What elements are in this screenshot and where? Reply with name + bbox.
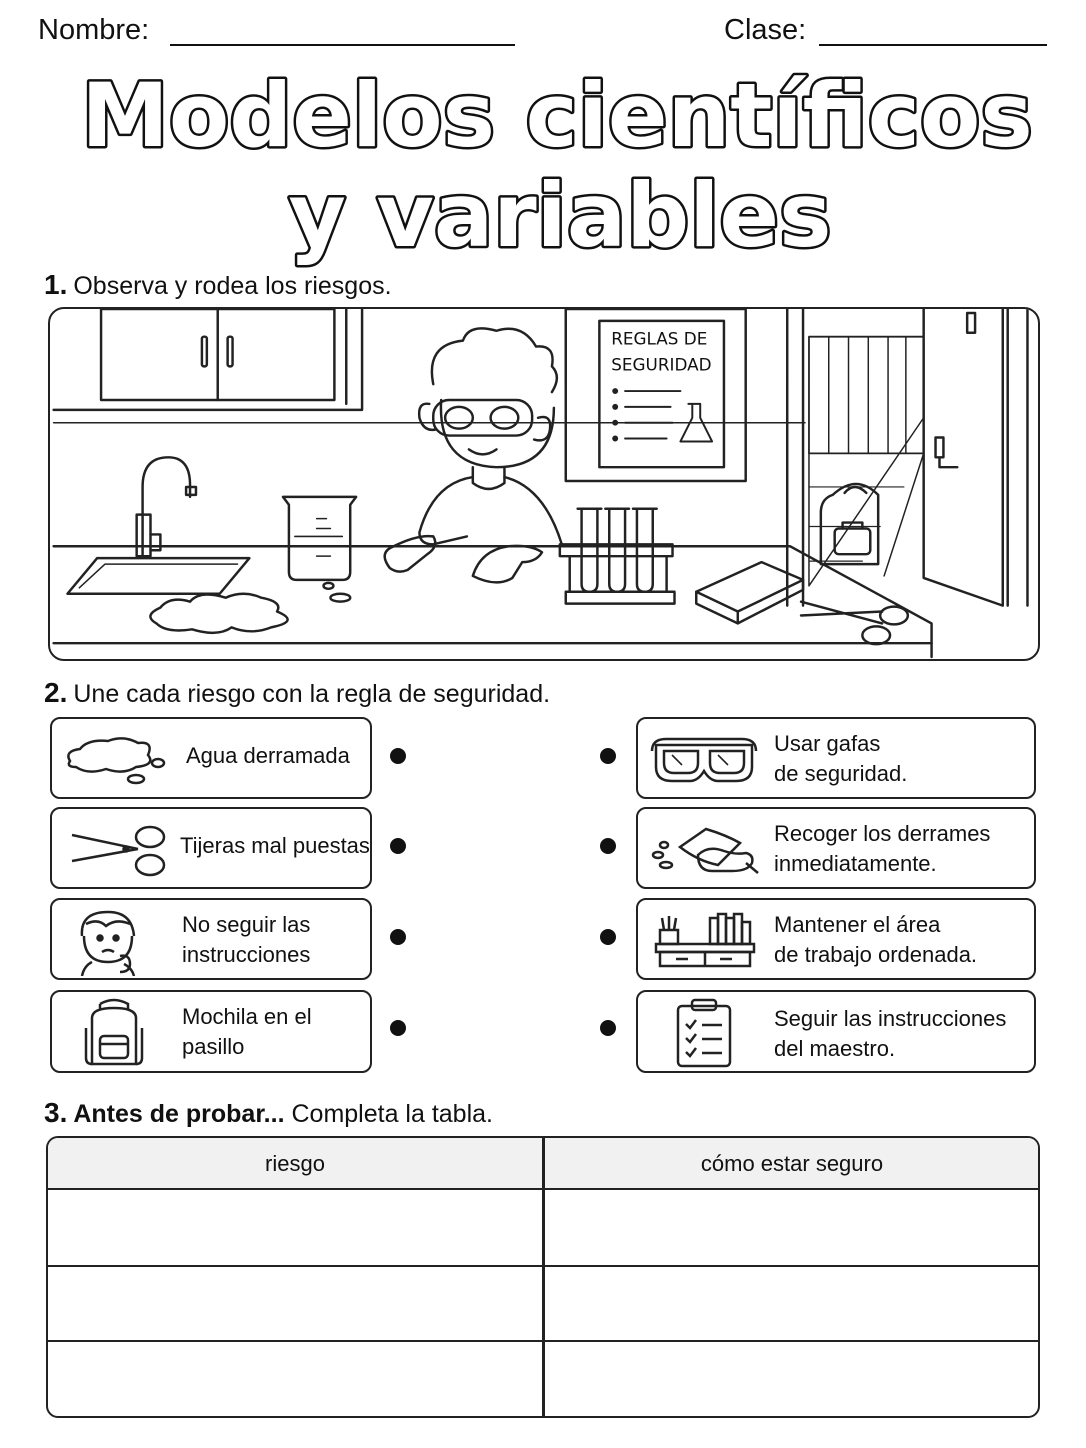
section3-instruction: Completa la tabla. <box>291 1100 493 1128</box>
section1-heading <box>44 269 392 301</box>
risk-label-line2: pasillo <box>182 1034 245 1059</box>
risk-card-instructions[interactable] <box>50 898 372 980</box>
title-line1: Modelos científicos <box>81 64 1033 167</box>
column-header-risk: riesgo <box>265 1151 325 1176</box>
risk-safety-table <box>46 1136 1040 1418</box>
table-cell-row3-safety[interactable] <box>545 1342 1040 1416</box>
rule-match-dot-2[interactable] <box>600 838 616 854</box>
name-label: Nombre: <box>38 14 150 46</box>
confused-child-icon <box>72 906 148 976</box>
risk-card-spilled-water[interactable] <box>50 717 372 799</box>
doorway-hallway <box>787 309 1027 606</box>
boy-with-goggles-illustration <box>385 328 562 582</box>
risk-label-line1: Agua derramada <box>186 743 350 768</box>
section3-heading <box>44 1097 493 1129</box>
risk-label-line1: No seguir las <box>182 912 311 937</box>
water-puddle-icon <box>64 735 168 785</box>
rule-label-line1: Mantener el área <box>774 912 941 937</box>
risk-match-dot-2[interactable] <box>390 838 406 854</box>
table-cell-row1-safety[interactable] <box>545 1192 1040 1265</box>
test-tube-rack-icon <box>560 509 675 604</box>
title-line2: y variables <box>288 164 832 267</box>
rule-card-tidy[interactable] <box>636 898 1036 980</box>
table-cell-row3-risk[interactable] <box>48 1342 542 1416</box>
scissors-on-counter-icon <box>801 602 908 645</box>
class-field[interactable] <box>819 44 1047 46</box>
safety-rules-poster <box>566 309 746 481</box>
rule-match-dot-4[interactable] <box>600 1020 616 1036</box>
page-title <box>0 58 1086 268</box>
rule-match-dot-1[interactable] <box>600 748 616 764</box>
section3-instruction-bold: Antes de probar... <box>73 1100 285 1128</box>
risk-card-backpack[interactable] <box>50 990 372 1073</box>
rule-label-line1: Seguir las instrucciones <box>774 1006 1007 1031</box>
section2-instruction: Une cada riesgo con la regla de seguridad. <box>73 680 551 708</box>
rule-label-line1: Recoger los derrames <box>774 821 991 846</box>
rule-label-line2: del maestro. <box>774 1036 896 1061</box>
tidy-desk-icon <box>652 910 758 972</box>
spilled-water-puddle <box>150 583 350 633</box>
rule-label-line2: inmediatamente. <box>774 851 937 876</box>
safety-goggles-icon <box>648 733 760 787</box>
risk-match-dot-1[interactable] <box>390 748 406 764</box>
section1-number: 1. <box>44 269 68 300</box>
risk-label-line2: instrucciones <box>182 942 311 967</box>
table-cell-row1-risk[interactable] <box>48 1192 542 1265</box>
rule-match-dot-3[interactable] <box>600 929 616 945</box>
name-field[interactable] <box>170 44 515 46</box>
column-header-how-to-be-safe: cómo estar seguro <box>700 1151 884 1176</box>
poster-title-line2: SEGURIDAD <box>611 354 712 375</box>
sink-faucet-icon <box>67 457 249 593</box>
rule-card-instructions[interactable] <box>636 990 1036 1073</box>
risk-label-line1: Tijeras mal puestas <box>180 833 370 858</box>
table-cell-row2-safety[interactable] <box>545 1267 1040 1340</box>
section2-number: 2. <box>44 677 68 708</box>
risk-card-scissors[interactable] <box>50 807 372 889</box>
backpack-icon <box>78 998 150 1070</box>
rule-label-line1: Usar gafas <box>774 731 881 756</box>
beaker-icon <box>283 497 356 580</box>
clipboard-checklist-icon <box>674 998 734 1070</box>
wiping-cloth-icon <box>650 819 760 881</box>
rule-label-line2: de seguridad. <box>774 761 908 786</box>
table-cell-row2-risk[interactable] <box>48 1267 542 1340</box>
scissors-icon <box>68 821 168 879</box>
risk-match-dot-4[interactable] <box>390 1020 406 1036</box>
section1-instruction: Observa y rodea los riesgos. <box>73 272 392 300</box>
rule-card-spills[interactable] <box>636 807 1036 889</box>
poster-title-line1: REGLAS DE <box>611 328 708 349</box>
class-label: Clase: <box>724 14 807 46</box>
cabinet-icon <box>54 309 362 410</box>
rule-label-line2: de trabajo ordenada. <box>774 942 978 967</box>
section3-number: 3. <box>44 1097 68 1128</box>
risk-match-dot-3[interactable] <box>390 929 406 945</box>
section2-heading <box>44 677 550 709</box>
risk-label-line1: Mochila en el <box>182 1004 312 1029</box>
lab-scene-illustration[interactable] <box>48 307 1040 661</box>
rule-card-goggles[interactable] <box>636 717 1036 799</box>
